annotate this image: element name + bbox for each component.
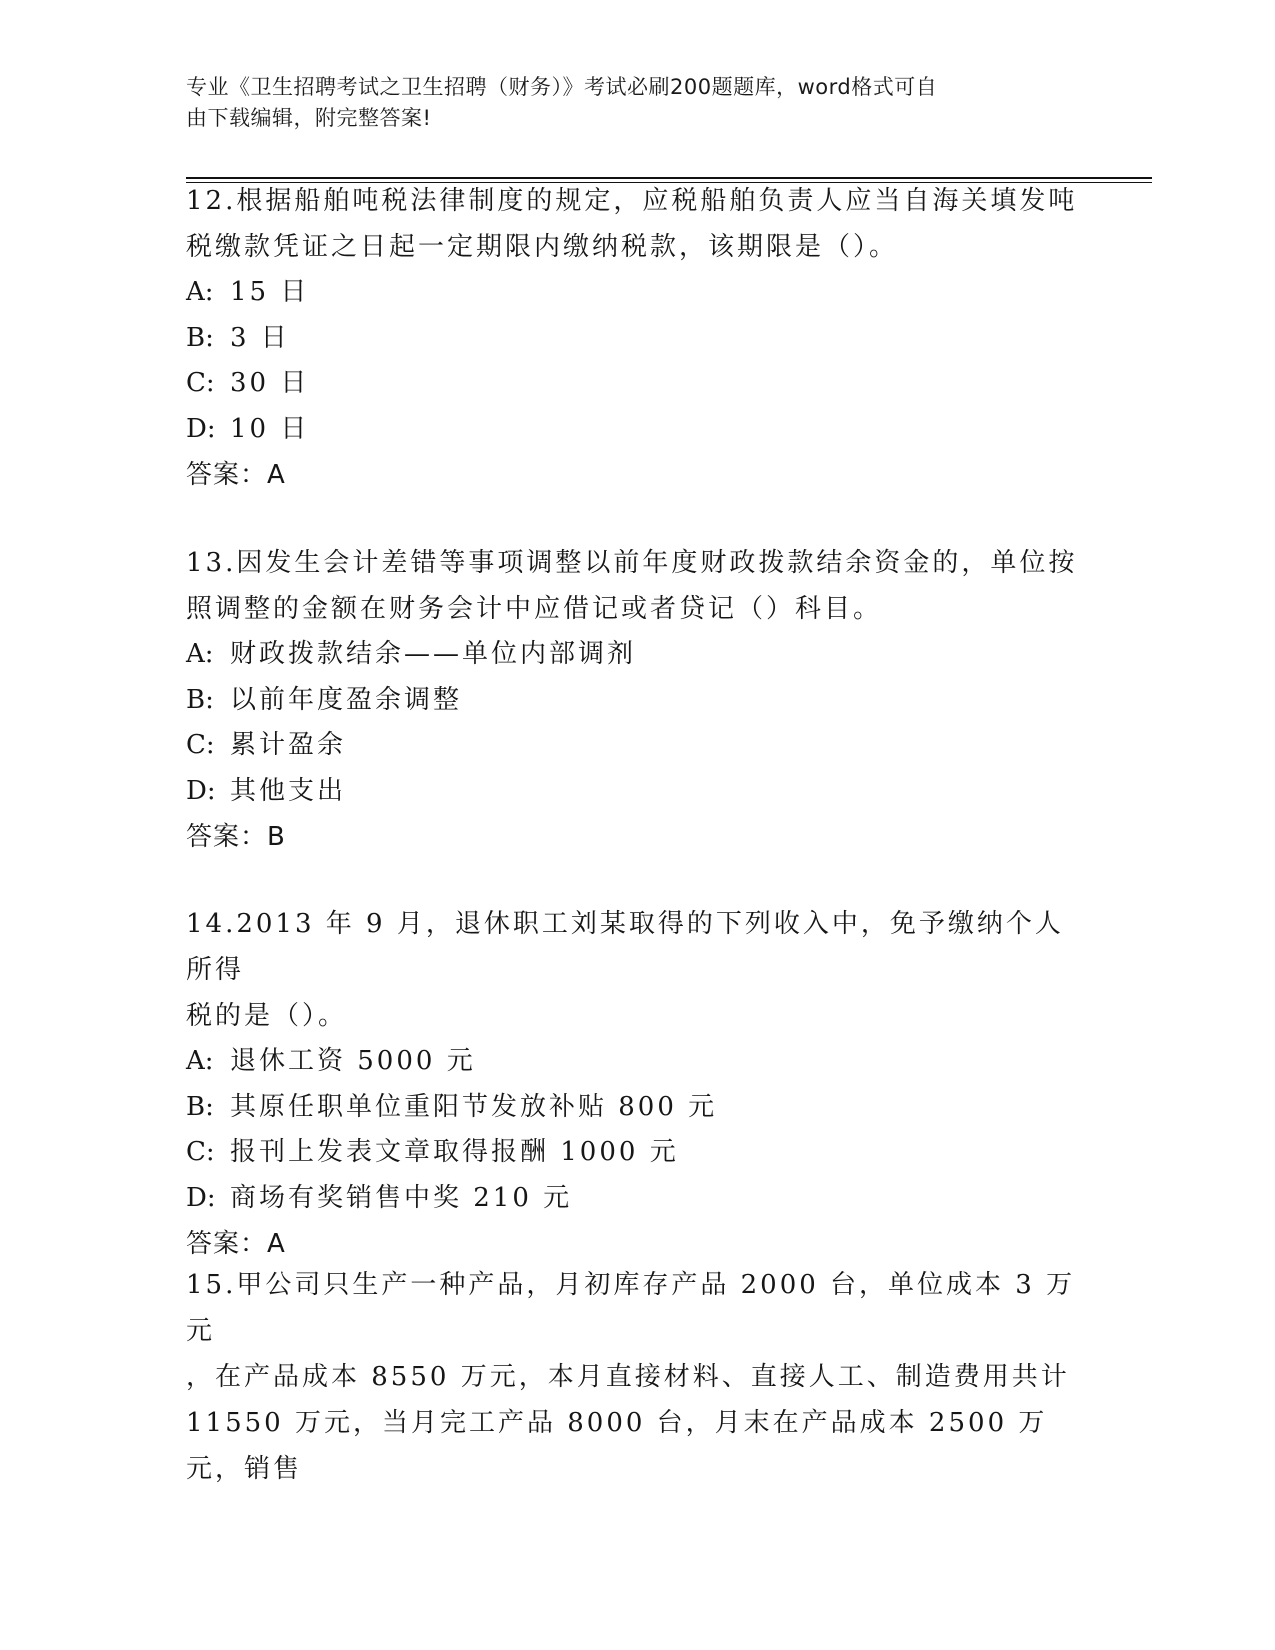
option-text: 15 日 bbox=[230, 277, 310, 307]
stem-line: 12.根据船舶吨税法律制度的规定，应税船舶负责人应当自海关填发吨 bbox=[186, 186, 1078, 216]
question-15 bbox=[186, 1262, 1086, 1492]
option-label: A: bbox=[186, 1046, 214, 1076]
option-text: 3 日 bbox=[230, 322, 290, 353]
answer: 答案：A bbox=[186, 460, 286, 490]
question-13 bbox=[186, 540, 1086, 860]
option-b bbox=[186, 316, 1086, 362]
option-label: B: bbox=[186, 322, 214, 353]
option-b bbox=[186, 1085, 1086, 1131]
stem-line: 税的是（）。 bbox=[186, 1001, 348, 1031]
option-d bbox=[186, 1176, 1086, 1222]
option-label: A: bbox=[186, 639, 214, 669]
option-label: C: bbox=[186, 730, 215, 760]
option-text: 以前年度盈余调整 bbox=[230, 684, 463, 715]
option-text: 其他支出 bbox=[230, 775, 347, 806]
option-label: B: bbox=[186, 684, 214, 715]
stem-line: 11550 万元，当月完工产品 8000 台，月末在产品成本 2500 万元，销售 bbox=[186, 1408, 1048, 1484]
option-label: A: bbox=[186, 277, 214, 307]
question-stem bbox=[186, 901, 1086, 1039]
option-text: 报刊上发表文章取得报酬 1000 元 bbox=[230, 1137, 679, 1167]
answer: 答案：B bbox=[186, 822, 286, 852]
stem-line: ，在产品成本 8550 万元，本月直接材料、直接人工、制造费用共计 bbox=[186, 1362, 1070, 1392]
option-b bbox=[186, 678, 1086, 724]
option-d bbox=[186, 769, 1086, 815]
answer: 答案：A bbox=[186, 1229, 286, 1259]
option-text: 财政拨款结余——单位内部调剂 bbox=[230, 639, 637, 669]
option-label: B: bbox=[186, 1091, 214, 1122]
option-label: D: bbox=[186, 775, 216, 806]
question-12 bbox=[186, 178, 1086, 498]
option-a bbox=[186, 632, 1086, 678]
stem-line: 14.2013 年 9 月，退休职工刘某取得的下列收入中，免予缴纳个人所得 bbox=[186, 909, 1064, 985]
header-line-1: 专业《卫生招聘考试之卫生招聘（财务）》考试必刷200题题库，word格式可自 bbox=[186, 75, 938, 99]
option-c bbox=[186, 723, 1086, 769]
option-a bbox=[186, 1039, 1086, 1085]
stem-line: 税缴款凭证之日起一定期限内缴纳税款，该期限是（）。 bbox=[186, 232, 899, 262]
option-a bbox=[186, 270, 1086, 316]
stem-line: 照调整的金额在财务会计中应借记或者贷记（）科目。 bbox=[186, 594, 883, 624]
stem-line: 15.甲公司只生产一种产品，月初库存产品 2000 台，单位成本 3 万元 bbox=[186, 1270, 1076, 1346]
stem-line: 13.因发生会计差错等事项调整以前年度财政拨款结余资金的，单位按 bbox=[186, 548, 1078, 578]
question-stem bbox=[186, 178, 1086, 270]
option-text: 累计盈余 bbox=[230, 730, 347, 760]
option-d bbox=[186, 407, 1086, 453]
question-14 bbox=[186, 901, 1086, 1267]
option-label: D: bbox=[186, 413, 216, 444]
question-stem bbox=[186, 540, 1086, 632]
option-text: 30 日 bbox=[230, 368, 310, 398]
option-text: 其原任职单位重阳节发放补贴 800 元 bbox=[230, 1091, 718, 1122]
option-text: 10 日 bbox=[230, 413, 310, 444]
option-label: C: bbox=[186, 1137, 215, 1167]
option-text: 退休工资 5000 元 bbox=[230, 1046, 476, 1076]
option-c bbox=[186, 361, 1086, 407]
question-stem bbox=[186, 1262, 1086, 1492]
document-header bbox=[186, 72, 1066, 134]
option-label: D: bbox=[186, 1182, 216, 1213]
option-text: 商场有奖销售中奖 210 元 bbox=[230, 1182, 573, 1213]
header-line-2: 由下载编辑，附完整答案! bbox=[186, 106, 432, 130]
option-label: C: bbox=[186, 368, 215, 398]
option-c bbox=[186, 1130, 1086, 1176]
